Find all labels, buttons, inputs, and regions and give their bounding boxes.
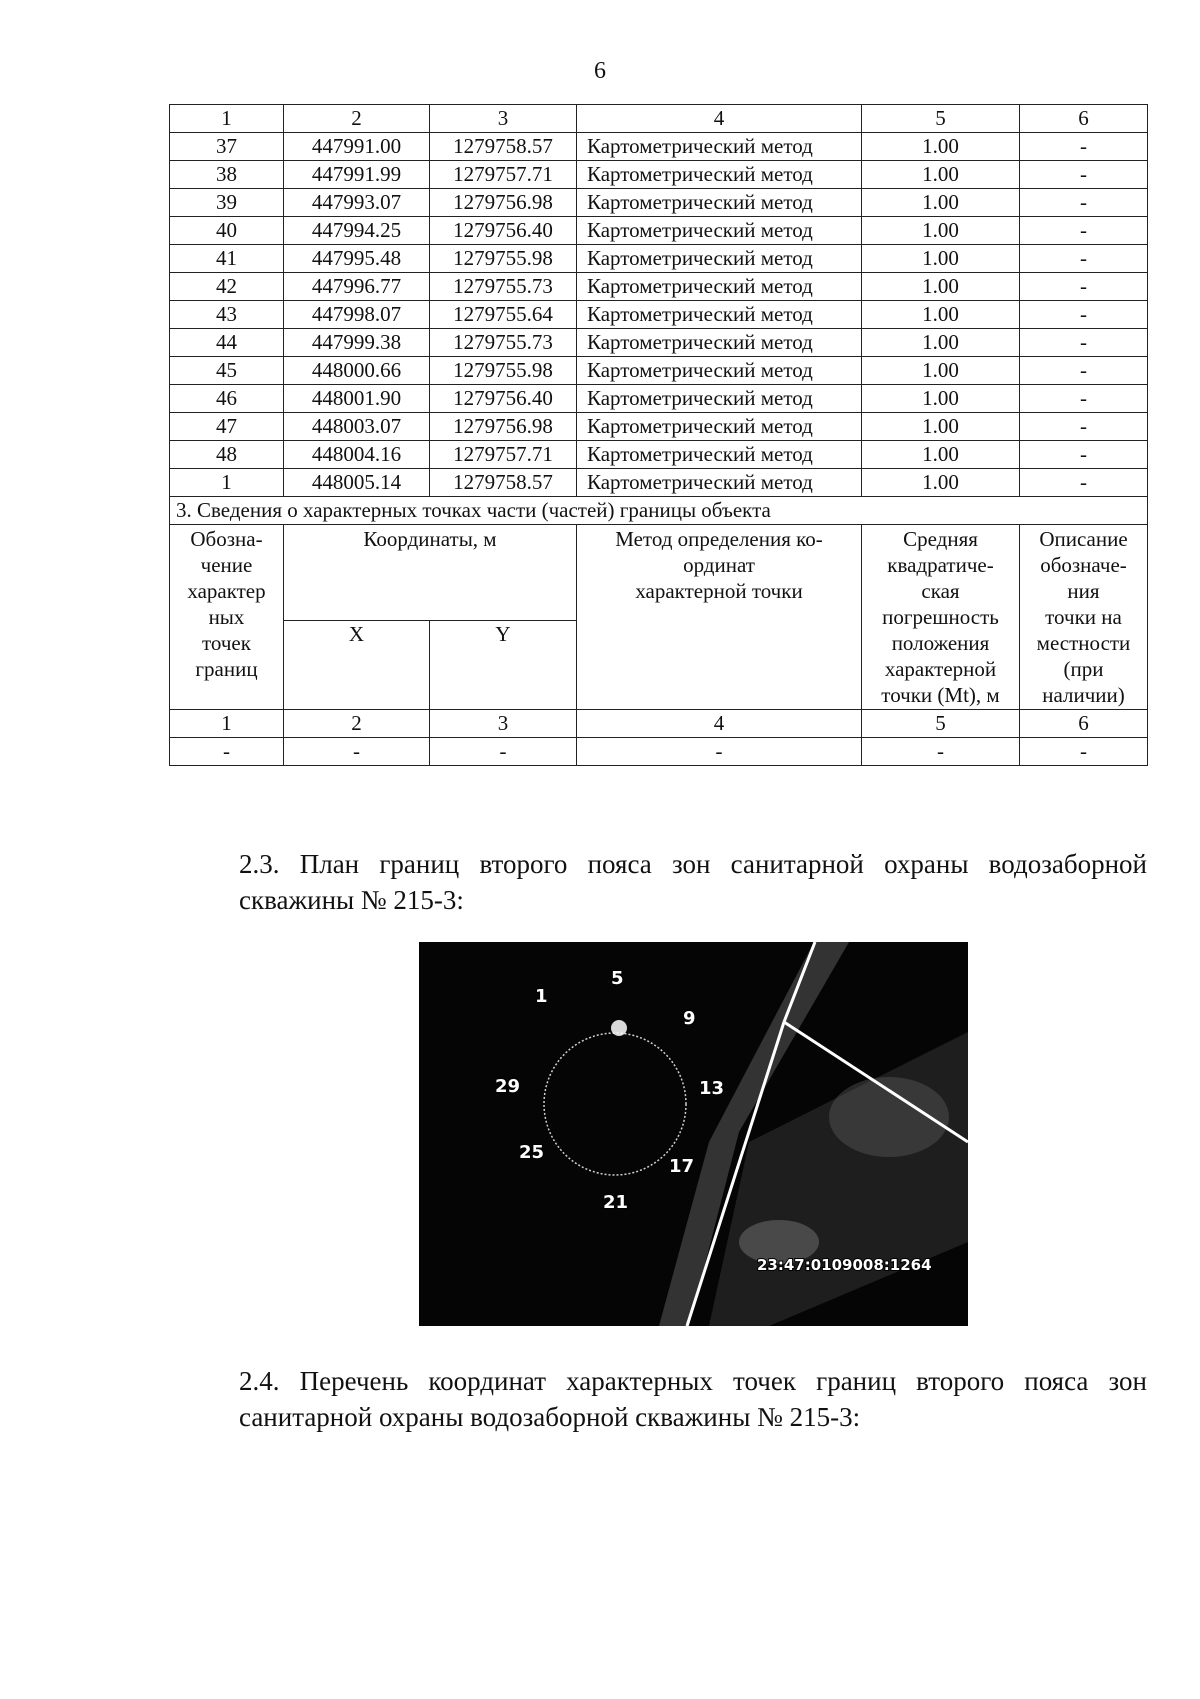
- table-cell-method: Картометрический метод: [577, 189, 862, 217]
- table-cell-mt: 1.00: [862, 273, 1020, 301]
- col-number: 1: [170, 710, 284, 738]
- table-row: [170, 161, 1148, 189]
- table-cell-method: Картометрический метод: [577, 245, 862, 273]
- header-mean-error: Средняя квадратиче- ская погрешность положения характерной точки (Mt), м: [862, 525, 1020, 710]
- col-number: 6: [1020, 710, 1148, 738]
- col-number: 3: [430, 710, 577, 738]
- table-row: [170, 245, 1148, 273]
- table-row: [170, 329, 1148, 357]
- table-cell-method: Картометрический метод: [577, 469, 862, 497]
- section3-header-row: [170, 525, 1148, 621]
- column-number-row: [170, 105, 1148, 133]
- header-designation: Обозна- чение характер ных точек границ: [170, 525, 284, 710]
- table-cell-x: 448005.14: [284, 469, 430, 497]
- page-number: 6: [594, 58, 606, 84]
- section-2-3-text: 2.3. План границ второго пояса зон санитарной охраны водозаборной скважины № 215-3:: [239, 849, 1147, 915]
- table-cell-desc: -: [1020, 413, 1148, 441]
- section3-title: 3. Сведения о характерных точках части (частей) границы объекта: [170, 497, 1148, 525]
- table-cell-method: Картометрический метод: [577, 273, 862, 301]
- table-cell-method: Картометрический метод: [577, 357, 862, 385]
- table-cell-n: 43: [170, 301, 284, 329]
- table-row: [170, 413, 1148, 441]
- point-label-5: 5: [611, 968, 624, 989]
- table-cell-n: 38: [170, 161, 284, 189]
- col-number: 4: [577, 710, 862, 738]
- section3-data-row: [170, 738, 1148, 766]
- table-cell-mt: 1.00: [862, 133, 1020, 161]
- header-coordinates: Координаты, м: [284, 525, 577, 621]
- coordinates-table: [169, 104, 1148, 766]
- col-number: 1: [170, 105, 284, 133]
- section3-column-number-row: [170, 710, 1148, 738]
- col-number: 2: [284, 105, 430, 133]
- table-cell-x: 447993.07: [284, 189, 430, 217]
- point-label-13: 13: [699, 1078, 725, 1099]
- section-2-3-paragraph: [169, 846, 1147, 918]
- table-cell-y: 1279755.73: [430, 329, 577, 357]
- table-row: [170, 441, 1148, 469]
- table-row: [170, 217, 1148, 245]
- table-cell-desc: -: [1020, 441, 1148, 469]
- table-cell-mt: 1.00: [862, 441, 1020, 469]
- table-cell-y: 1279755.98: [430, 245, 577, 273]
- table-row: [170, 385, 1148, 413]
- table-cell-y: 1279755.98: [430, 357, 577, 385]
- table-cell-x: 447996.77: [284, 273, 430, 301]
- col-number: 2: [284, 710, 430, 738]
- col-number: 6: [1020, 105, 1148, 133]
- table-cell-y: 1279756.40: [430, 385, 577, 413]
- table-cell-n: 41: [170, 245, 284, 273]
- table-cell-n: 37: [170, 133, 284, 161]
- boundary-plan-image: [419, 942, 968, 1326]
- cadastral-number-label: 23:47:0109008:1264: [757, 1256, 932, 1274]
- table-cell-mt: 1.00: [862, 357, 1020, 385]
- table-cell-method: Картометрический метод: [577, 133, 862, 161]
- table-cell-desc: -: [1020, 273, 1148, 301]
- table-cell-y: 1279757.71: [430, 441, 577, 469]
- col-number: 4: [577, 105, 862, 133]
- table-cell-y: 1279758.57: [430, 469, 577, 497]
- table-cell-desc: -: [1020, 329, 1148, 357]
- table-cell-x: 447995.48: [284, 245, 430, 273]
- table-cell-method: Картометрический метод: [577, 413, 862, 441]
- table-cell-n: 39: [170, 189, 284, 217]
- table-row: [170, 301, 1148, 329]
- plan-svg: [419, 942, 968, 1326]
- table-row: [170, 189, 1148, 217]
- point-label-21: 21: [603, 1192, 629, 1213]
- col-number: 5: [862, 710, 1020, 738]
- well-marker: [611, 1020, 627, 1036]
- table-cell-x: 448004.16: [284, 441, 430, 469]
- header-method: Метод определения ко- ординат характерной точки: [577, 525, 862, 710]
- table-cell-y: 1279755.64: [430, 301, 577, 329]
- point-label-25: 25: [519, 1142, 545, 1163]
- table-cell-y: 1279756.98: [430, 413, 577, 441]
- table-cell-n: 1: [170, 469, 284, 497]
- point-label-29: 29: [495, 1076, 521, 1097]
- table-cell-desc: -: [1020, 161, 1148, 189]
- table-cell-x: 447998.07: [284, 301, 430, 329]
- section-2-4-text: 2.4. Перечень координат характерных точек границ второго пояса зон санитарной охраны водозаборной скважины № 215-3:: [239, 1366, 1147, 1432]
- header-y: Y: [430, 620, 577, 709]
- table-cell: -: [430, 738, 577, 766]
- table-cell-desc: -: [1020, 357, 1148, 385]
- table-cell-desc: -: [1020, 301, 1148, 329]
- table-cell: -: [577, 738, 862, 766]
- table-cell-mt: 1.00: [862, 385, 1020, 413]
- section3-title-row: [170, 497, 1148, 525]
- table-cell-desc: -: [1020, 385, 1148, 413]
- table-cell-desc: -: [1020, 469, 1148, 497]
- col-number: 3: [430, 105, 577, 133]
- header-description: Описание обозначе- ния точки на местности (при наличии): [1020, 525, 1148, 710]
- table-row: [170, 469, 1148, 497]
- table-cell-y: 1279756.98: [430, 189, 577, 217]
- table-cell-method: Картометрический метод: [577, 161, 862, 189]
- table-cell-x: 447994.25: [284, 217, 430, 245]
- table-cell: -: [862, 738, 1020, 766]
- table-cell-mt: 1.00: [862, 245, 1020, 273]
- table-cell-x: 447991.00: [284, 133, 430, 161]
- table-cell-n: 42: [170, 273, 284, 301]
- table-cell-mt: 1.00: [862, 217, 1020, 245]
- table-cell-n: 46: [170, 385, 284, 413]
- table-cell-mt: 1.00: [862, 329, 1020, 357]
- table-cell-n: 47: [170, 413, 284, 441]
- table-cell: -: [284, 738, 430, 766]
- table-cell-desc: -: [1020, 245, 1148, 273]
- section-2-4-paragraph: [169, 1363, 1147, 1435]
- table-cell-mt: 1.00: [862, 469, 1020, 497]
- table-cell-method: Картометрический метод: [577, 329, 862, 357]
- table-row: [170, 133, 1148, 161]
- table-cell-y: 1279755.73: [430, 273, 577, 301]
- table-cell-n: 44: [170, 329, 284, 357]
- point-label-9: 9: [683, 1008, 696, 1029]
- table-row: [170, 357, 1148, 385]
- table-cell: -: [170, 738, 284, 766]
- table-cell-n: 40: [170, 217, 284, 245]
- table-cell-x: 448003.07: [284, 413, 430, 441]
- table-cell-y: 1279757.71: [430, 161, 577, 189]
- table-cell-method: Картометрический метод: [577, 217, 862, 245]
- table-cell-desc: -: [1020, 217, 1148, 245]
- table-cell-method: Картометрический метод: [577, 385, 862, 413]
- col-number: 5: [862, 105, 1020, 133]
- table-cell-x: 447999.38: [284, 329, 430, 357]
- table-cell-n: 48: [170, 441, 284, 469]
- table-cell-x: 448000.66: [284, 357, 430, 385]
- table-cell-y: 1279756.40: [430, 217, 577, 245]
- table-cell-y: 1279758.57: [430, 133, 577, 161]
- table-cell-method: Картометрический метод: [577, 301, 862, 329]
- table-cell-mt: 1.00: [862, 301, 1020, 329]
- point-label-1: 1: [535, 986, 548, 1007]
- table-cell-desc: -: [1020, 133, 1148, 161]
- point-label-17: 17: [669, 1156, 695, 1177]
- table-cell-mt: 1.00: [862, 413, 1020, 441]
- table-cell-method: Картометрический метод: [577, 441, 862, 469]
- table-cell-x: 448001.90: [284, 385, 430, 413]
- table-cell-x: 447991.99: [284, 161, 430, 189]
- table-cell-desc: -: [1020, 189, 1148, 217]
- table-cell-n: 45: [170, 357, 284, 385]
- table-cell-mt: 1.00: [862, 189, 1020, 217]
- table-cell: -: [1020, 738, 1148, 766]
- table-row: [170, 273, 1148, 301]
- header-x: X: [284, 620, 430, 709]
- table-cell-mt: 1.00: [862, 161, 1020, 189]
